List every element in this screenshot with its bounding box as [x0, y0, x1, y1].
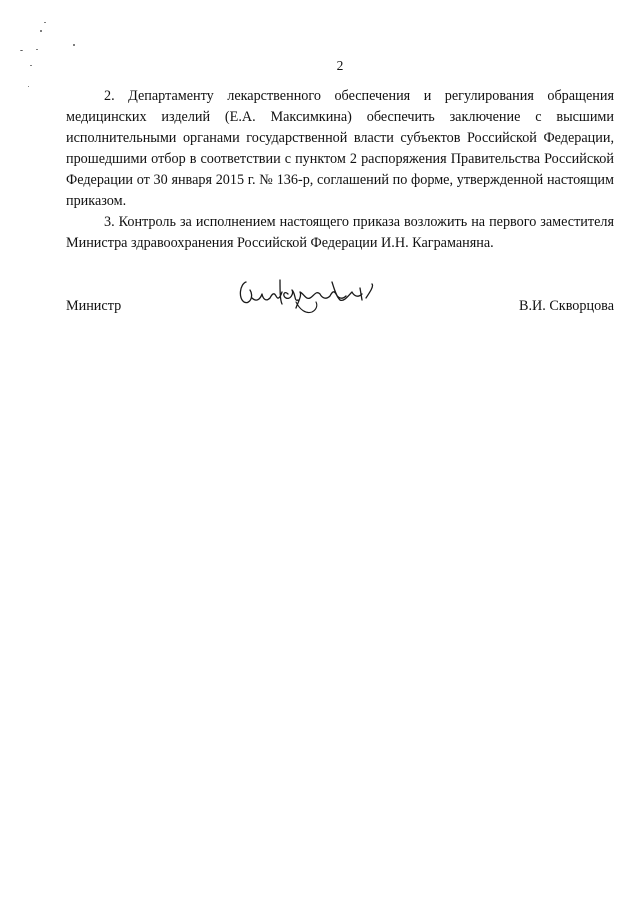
scan-speck — [36, 49, 38, 50]
document-body — [66, 86, 614, 254]
paragraph-3: 3. Контроль за исполнением настоящего приказа возложить на первого заместителя Министра здравоохранения Российской Федерации И.Н. Каграманяна. — [66, 214, 614, 251]
scan-speck — [40, 30, 42, 32]
position-title: Министр — [66, 298, 122, 314]
handwritten-signature-icon — [236, 272, 396, 320]
scan-speck — [44, 22, 46, 23]
scan-speck — [28, 86, 29, 87]
scan-speck — [20, 50, 23, 51]
signer-name: В.И. Скворцова — [519, 298, 614, 314]
paragraph-2: 2. Департаменту лекарственного обеспечения и регулирования обращения медицинских изделий (Е.А. Максимкина) обеспечить заключение с высшими исполнительными органами государственной власти субъектов Российской Федерации, прошедшими отбор в соответствии с пунктом 2 распоряжения Правительства Российской Федерации от 30 января 2015 г. № 136-р, соглашений по форме, утвержденной настоящим приказом. — [66, 88, 614, 209]
scan-speck — [73, 44, 75, 46]
signature-block — [66, 290, 614, 330]
page-number: 2 — [336, 58, 344, 73]
